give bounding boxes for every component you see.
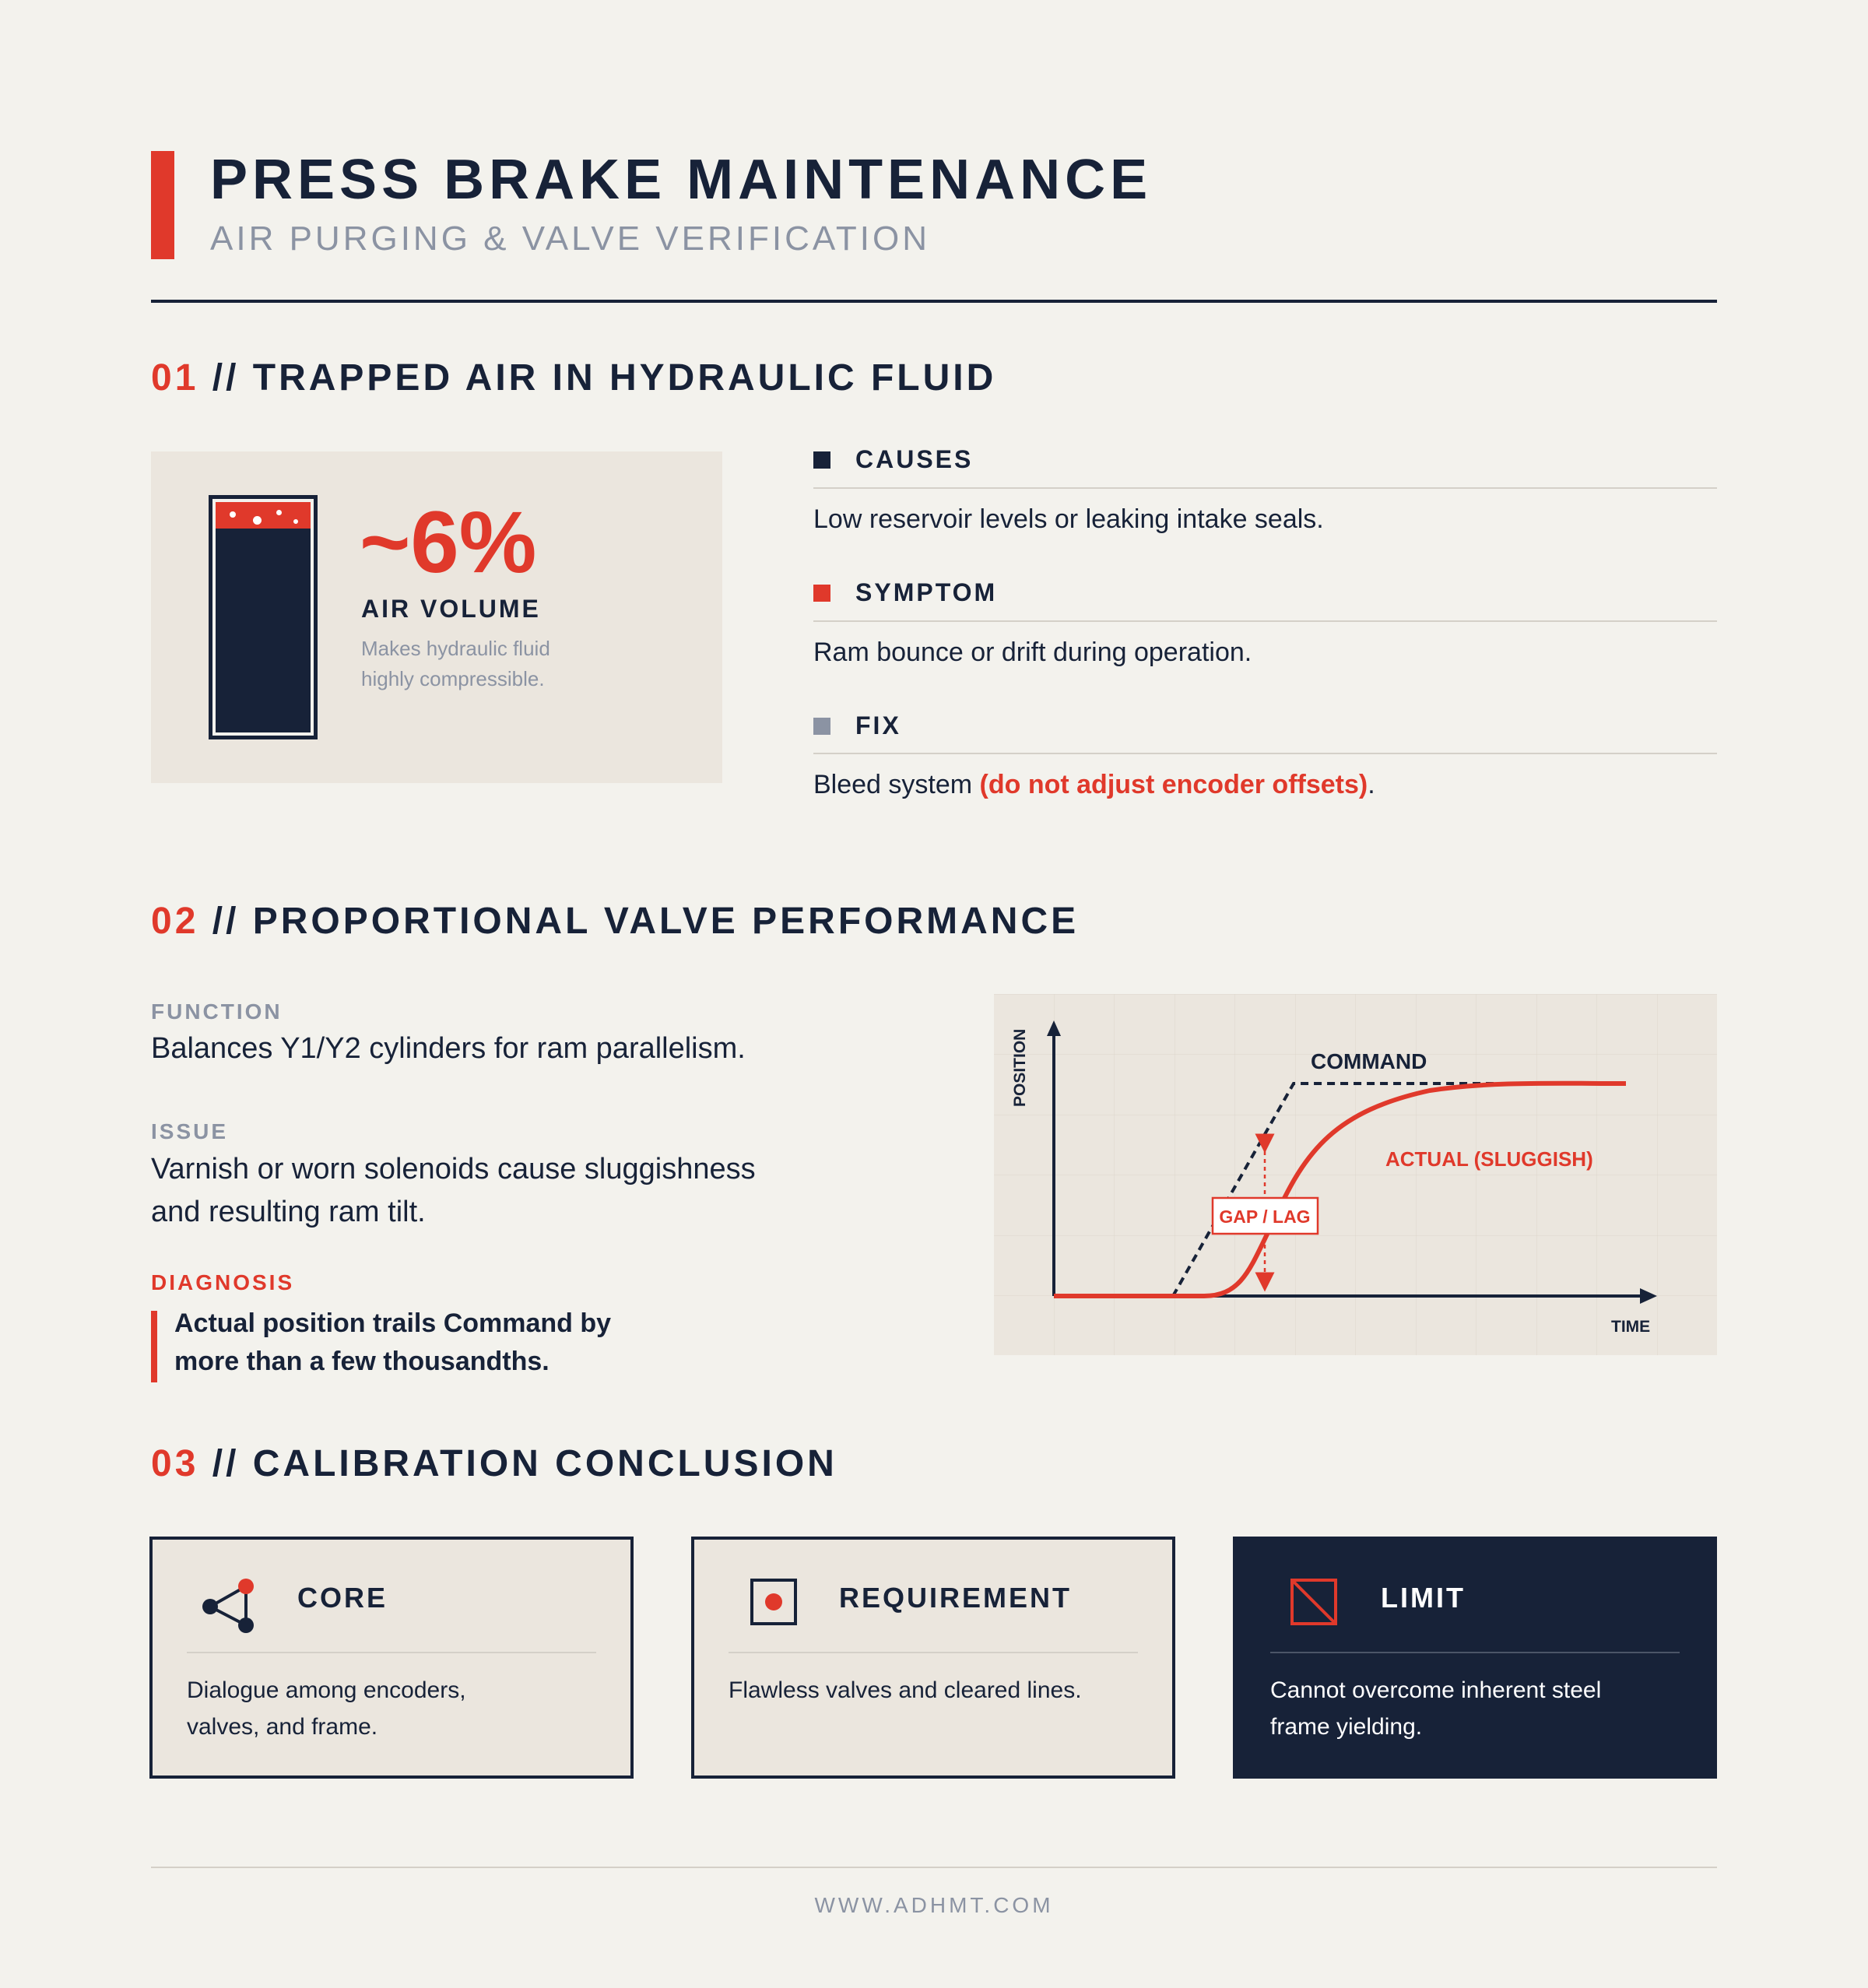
section-2-title: // PROPORTIONAL VALVE PERFORMANCE <box>212 901 1080 942</box>
symptom-label: SYMPTOM <box>855 578 998 606</box>
limit-card <box>1233 1537 1717 1779</box>
fix-warning: (do not adjust encoder offsets) <box>979 770 1368 799</box>
blocked-square-icon <box>1283 1571 1345 1633</box>
section-1-number: 01 <box>151 357 199 399</box>
air-volume-stat: ~6% <box>360 493 537 591</box>
function-label: FUNCTION <box>151 999 283 1024</box>
fix-label: FIX <box>855 711 901 739</box>
core-card-title: CORE <box>297 1582 388 1614</box>
section-3-heading <box>151 1442 837 1485</box>
target-square-icon <box>741 1571 803 1633</box>
square-bullet-icon <box>813 451 830 469</box>
section-1-title: // TRAPPED AIR IN HYDRAULIC FLUID <box>212 357 997 399</box>
header-divider <box>151 300 1717 303</box>
air-bubble-icon <box>276 510 282 515</box>
command-label: COMMAND <box>1311 1049 1427 1073</box>
hydraulic-fluid <box>216 502 311 732</box>
diagnosis-label: DIAGNOSIS <box>151 1270 295 1294</box>
footer-url[interactable]: WWW.ADHMT.COM <box>814 1893 1054 1917</box>
fix-divider <box>813 753 1717 754</box>
chart-grid <box>994 994 1717 1355</box>
limit-card-divider <box>1270 1652 1680 1653</box>
air-bubble-icon <box>230 511 236 518</box>
diagnosis-text: Actual position trails Command by more than a few thousandths. <box>174 1308 612 1376</box>
causes-heading <box>813 445 973 474</box>
section-3-title: // CALIBRATION CONCLUSION <box>212 1443 837 1484</box>
limit-card-title: LIMIT <box>1381 1582 1466 1614</box>
air-bubble-icon <box>253 516 262 525</box>
footer-divider <box>151 1867 1717 1868</box>
air-volume-label: AIR VOLUME <box>361 595 541 623</box>
section-3-number: 03 <box>151 1443 199 1484</box>
fix-text-end: . <box>1368 770 1375 799</box>
section-1-heading <box>151 357 996 399</box>
limit-card-text: Cannot overcome inherent steel frame yielding. <box>1270 1677 1602 1740</box>
fix-text-main: Bleed system <box>813 770 980 799</box>
section-2-number: 02 <box>151 901 199 942</box>
reservoir-tank-icon <box>209 495 318 739</box>
core-card-divider <box>187 1652 596 1653</box>
requirement-card <box>691 1537 1175 1779</box>
square-bullet-icon <box>813 585 830 602</box>
x-axis-label: TIME <box>1611 1318 1651 1336</box>
function-text: Balances Y1/Y2 cylinders for ram parallelism. <box>151 1032 746 1065</box>
title-accent-bar <box>151 151 174 259</box>
page-title: PRESS BRAKE MAINTENANCE <box>210 149 1153 211</box>
page-subtitle: AIR PURGING & VALVE VERIFICATION <box>210 220 931 258</box>
y-axis-label: POSITION <box>1011 1028 1029 1107</box>
requirement-card-text: Flawless valves and cleared lines. <box>729 1677 1082 1703</box>
air-volume-description: Makes hydraulic fluid highly compressible. <box>361 637 550 690</box>
square-bullet-icon <box>813 718 830 735</box>
causes-divider <box>813 487 1717 489</box>
gap-label: GAP / LAG <box>1219 1206 1311 1227</box>
actual-label: ACTUAL (SLUGGISH) <box>1385 1147 1593 1171</box>
requirement-card-title: REQUIREMENT <box>839 1582 1073 1614</box>
symptom-heading <box>813 578 997 607</box>
causes-label: CAUSES <box>855 445 974 473</box>
symptom-text: Ram bounce or drift during operation. <box>813 637 1252 667</box>
fix-text <box>813 770 1375 800</box>
valve-response-chart <box>994 994 1717 1355</box>
network-icon <box>199 1571 262 1633</box>
issue-label: ISSUE <box>151 1119 229 1143</box>
core-card-text: Dialogue among encoders, valves, and frame. <box>187 1677 466 1740</box>
requirement-card-divider <box>729 1652 1138 1653</box>
air-bubble-icon <box>293 519 298 524</box>
fix-heading <box>813 711 901 740</box>
core-card <box>149 1537 634 1779</box>
symptom-divider <box>813 620 1717 622</box>
section-2-heading <box>151 900 1079 943</box>
issue-text: Varnish or worn solenoids cause sluggishness and resulting ram tilt. <box>151 1153 756 1228</box>
diagnosis-accent-bar <box>151 1311 157 1382</box>
trapped-air-layer <box>216 502 311 529</box>
causes-text: Low reservoir levels or leaking intake seals. <box>813 504 1324 534</box>
